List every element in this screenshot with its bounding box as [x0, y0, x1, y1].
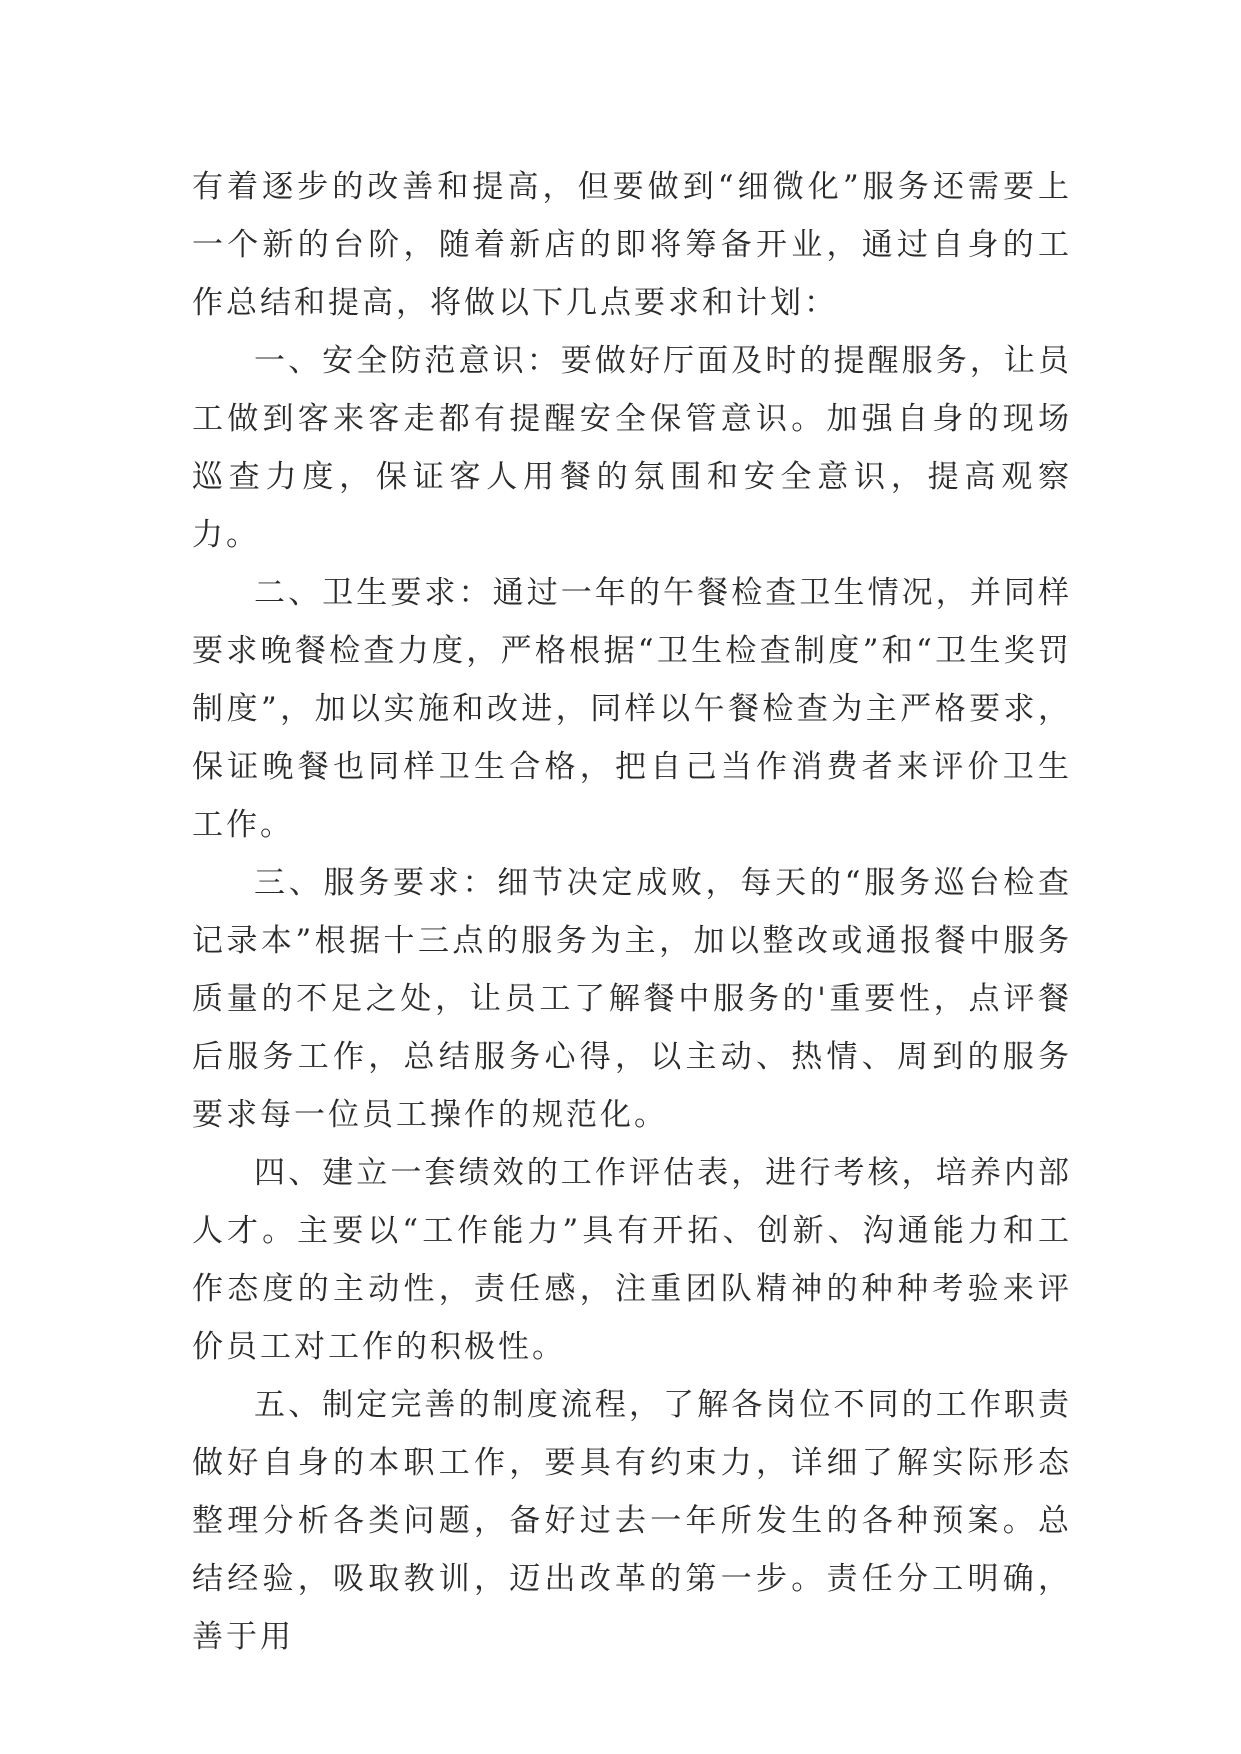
paragraph-service: 三、服务要求：细节决定成败，每天的“服务巡台检查记录本”根据十三点的服务为主，加以整改或通报餐中服务质量的不足之处，让员工了解餐中服务的'重要性，点评餐后服务工作，总结服务心得，以主动、热情、周到的服务要求每一位员工操作的规范化。	[192, 865, 1072, 1133]
paragraph-intro: 有着逐步的改善和提高，但要做到“细微化”服务还需要上一个新的台阶，随着新店的即将筹备开业，通过自身的工作总结和提高，将做以下几点要求和计划：	[192, 169, 1072, 321]
paragraph-hygiene: 二、卫生要求：通过一年的午餐检查卫生情况，并同样要求晚餐检查力度，严格根据“卫生检查制度”和“卫生奖罚制度”，加以实施和改进，同样以午餐检查为主严格要求，保证晚餐也同样卫生合格，把自己当作消费者来评价卫生工作。	[192, 575, 1072, 843]
paragraph-performance: 四、建立一套绩效的工作评估表，进行考核，培养内部人才。主要以“工作能力”具有开拓、创新、沟通能力和工作态度的主动性，责任感，注重团队精神的种种考验来评价员工对工作的积极性。	[192, 1155, 1072, 1365]
document-body	[192, 158, 1072, 1666]
paragraph-safety: 一、安全防范意识：要做好厅面及时的提醒服务，让员工做到客来客走都有提醒安全保管意识。加强自身的现场巡查力度，保证客人用餐的氛围和安全意识，提高观察力。	[192, 343, 1072, 553]
paragraph-procedures: 五、制定完善的制度流程，了解各岗位不同的工作职责做好自身的本职工作，要具有约束力，详细了解实际形态整理分析各类问题，备好过去一年所发生的各种预案。总结经验，吸取教训，迈出改革的第一步。责任分工明确，善于用	[192, 1387, 1072, 1655]
